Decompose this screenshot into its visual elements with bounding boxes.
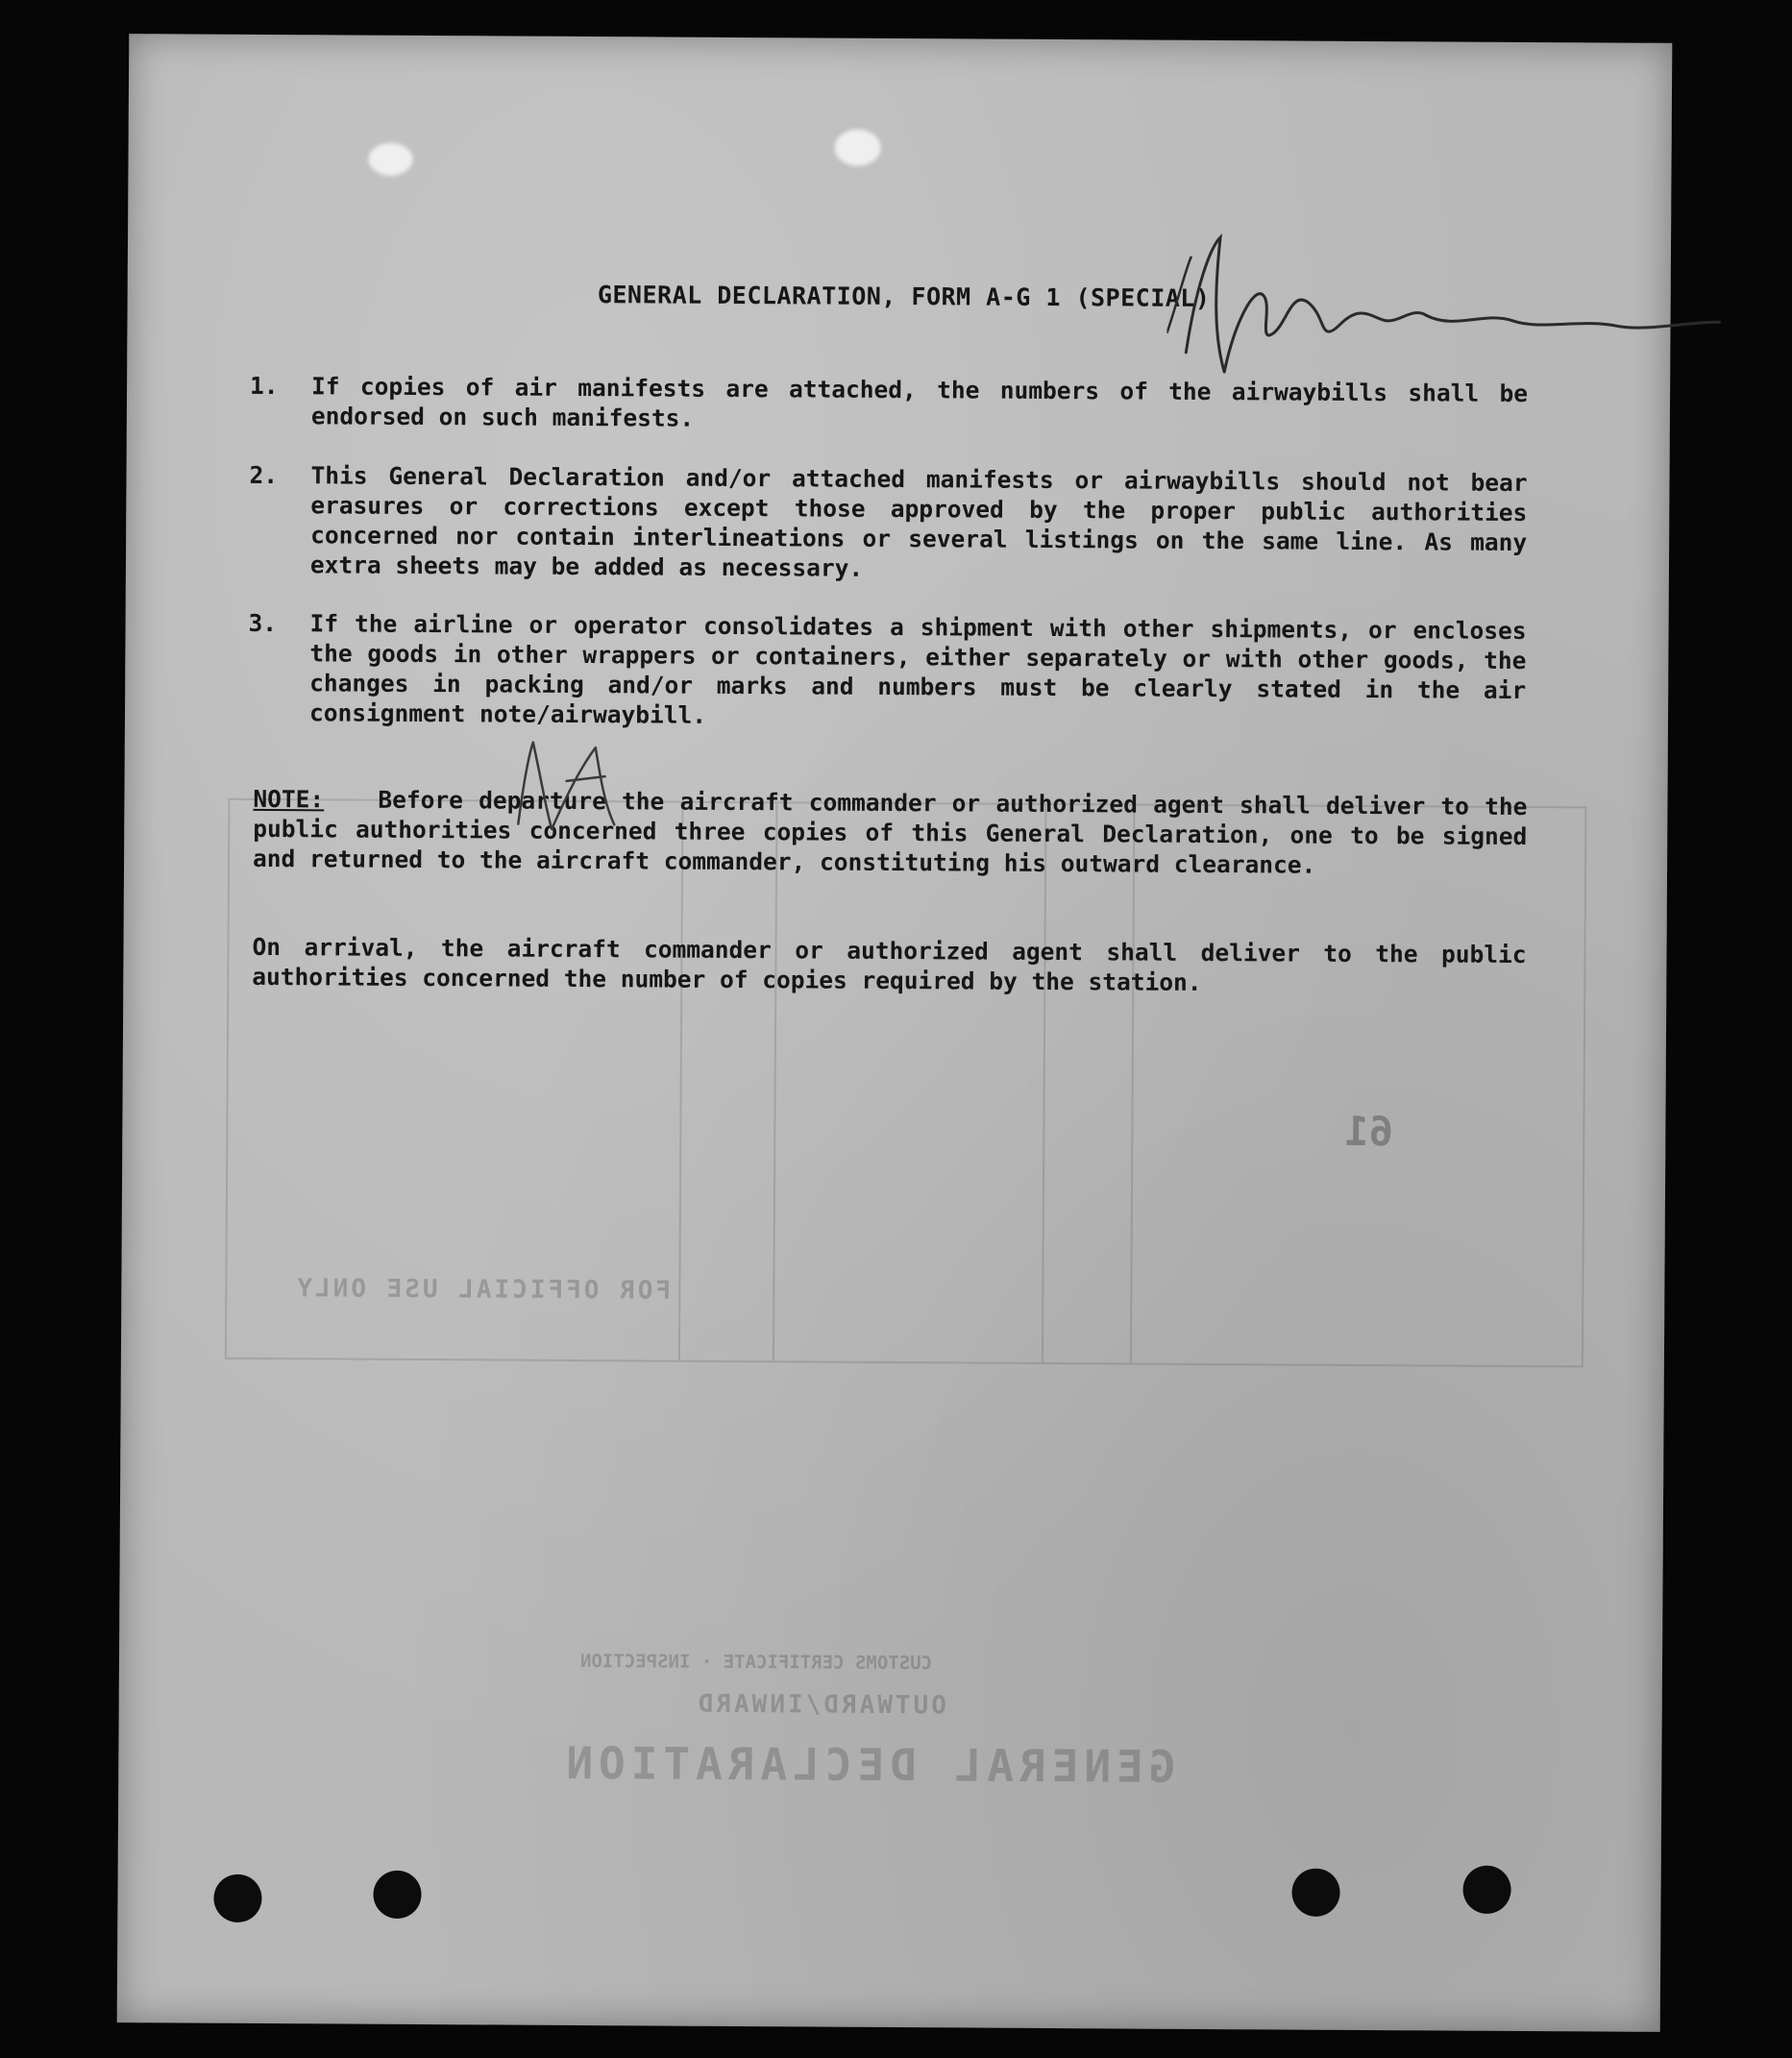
punch-hole [1462, 1866, 1510, 1914]
form-title: GENERAL DECLARATION, FORM A-G 1 (SPECIAL) [597, 281, 1211, 312]
show-through-table-grid [225, 798, 1587, 1368]
note-label: NOTE: [253, 784, 325, 814]
show-through-official-use: FOR OFFICIAL USE ONLY [294, 1274, 672, 1306]
instruction-number: 3. [248, 608, 278, 638]
punch-hole [1291, 1869, 1339, 1917]
instruction-text: This General Declaration and/or attached manifests or airwaybills should not bear erasures or corrections except those approved by the proper public authorities concerned nor contain interlineations or several listings on the same line. As many extra sheets may be added as necessary. [309, 461, 1528, 582]
instruction-number: 2. [249, 460, 279, 490]
instruction-item [248, 608, 1527, 735]
note-paragraph [253, 784, 1528, 881]
punch-hole [213, 1874, 261, 1923]
handwritten-signature [1166, 228, 1744, 404]
show-through-subheading: OUTWARD/INWARD [695, 1689, 946, 1721]
show-through-heading: GENERAL DECLARATION [560, 1736, 1176, 1793]
show-through-customs-line: CUSTOMS CERTIFICATE · INSPECTION [579, 1651, 933, 1675]
document-page [117, 34, 1673, 2032]
instruction-number: 1. [250, 371, 279, 401]
show-through-page-marker: 61 [1344, 1107, 1394, 1156]
paper-stain [368, 143, 412, 176]
arrival-paragraph: On arrival, the aircraft commander or authorized agent shall deliver to the public authorities concerned the number of copies required by the station. [252, 932, 1527, 996]
show-through-grid-line [1042, 805, 1047, 1362]
punch-hole [373, 1871, 421, 1919]
show-through-grid-line [773, 803, 778, 1360]
instruction-text: If copies of air manifests are attached, the numbers of the airwaybills shall be endorsed on such manifests. [310, 372, 1529, 432]
instruction-text: If the airline or operator consolidates a shipment with other shipments, or encloses the goods in other wrappers or containers, either separately or with other goods, the changes in packing and/or marks and numbers must be clearly stated in the air consignment note/airwaybill. [308, 609, 1527, 729]
instruction-item [249, 460, 1528, 587]
paper-stain [835, 130, 881, 166]
show-through-grid-line [678, 803, 684, 1360]
note-text: Before departure the aircraft commander or authorized agent shall deliver to the public authorities concerned three copies of this General Declaration, one to be signed and returned to the aircraft commander, constituting his outward clearance. [253, 785, 1528, 879]
handwritten-scribble [499, 727, 653, 844]
show-through-grid-line [1130, 806, 1136, 1363]
